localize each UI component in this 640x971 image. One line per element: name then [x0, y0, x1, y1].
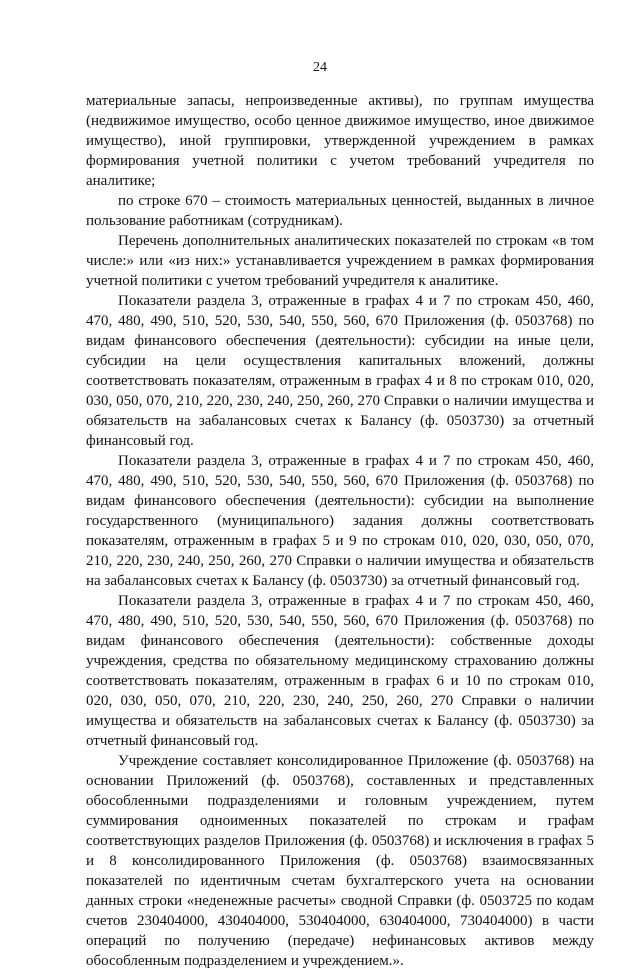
- document-body: [86, 91, 594, 971]
- paragraph-2: по строке 670 – стоимость материальных ценностей, выданных в личное пользование работникам (сотрудникам).: [86, 193, 594, 229]
- paragraph-6: Показатели раздела 3, отраженные в графах 4 и 7 по строкам 450, 460, 470, 480, 490, 510, 520, 530, 540, 550, 560, 670 Приложения (ф. 0503768) по видам финансового обеспечения (деятельности): собственные доходы учреждения, средства по обязательному медицинскому страхованию должны соответствовать показателям, отраженным в графах 6 и 10 по строкам 010, 020, 030, 050, 070, 210, 220, 230, 240, 250, 260, 270 Справки о наличии имущества и обязательств на забалансовых счетах к Балансу (ф. 0503730) за отчетный финансовый год.: [86, 593, 594, 749]
- paragraph-3: Перечень дополнительных аналитических показателей по строкам «в том числе:» или «из них:» устанавливается учреждением в рамках формирования учетной политики с учетом требований учредителя к аналитике.: [86, 233, 594, 289]
- page-number: 24: [313, 60, 327, 75]
- paragraph-4: Показатели раздела 3, отраженные в графах 4 и 7 по строкам 450, 460, 470, 480, 490, 510, 520, 530, 540, 550, 560, 670 Приложения (ф. 0503768) по видам финансового обеспечения (деятельности): субсидии на иные цели, субсидии на цели осуществления капитальных вложений, должны соответствовать показателям, отраженным в графах 4 и 8 по строкам 010, 020, 030, 050, 070, 210, 220, 230, 240, 250, 260, 270 Справки о наличии имущества и обязательств на забалансовых счетах к Балансу (ф. 0503730) за отчетный финансовый год.: [86, 293, 594, 449]
- paragraph-1: материальные запасы, непроизведенные активы), по группам имущества (недвижимое имущество, особо ценное движимое имущество, иное движимое имущество), иной группировки, утвержденной учреждением в рамках формирования учетной политики с учетом требований учредителя по аналитике;: [86, 93, 594, 189]
- paragraph-7: Учреждение составляет консолидированное Приложение (ф. 0503768) на основании Приложений (ф. 0503768), составленных и представленных обособленными подразделениями и головным учреждением, путем суммирования одноименных показателей по строкам и графам соответствующих разделов Приложения (ф. 0503768) и исключения в графах 5 и 8 консолидированного Приложения (ф. 0503768) взаимосвязанных показателей по идентичным счетам бухгалтерского учета на основании данных строки «неденежные расчеты» сводной Справки (ф. 0503725 по кодам счетов 230404000, 430404000, 530404000, 630404000, 730404000) в части операций по получению (передаче) нефинансовых активов между обособленным подразделением и учреждением.».: [86, 753, 594, 969]
- paragraph-5: Показатели раздела 3, отраженные в графах 4 и 7 по строкам 450, 460, 470, 480, 490, 510, 520, 530, 540, 550, 560, 670 Приложения (ф. 0503768) по видам финансового обеспечения (деятельности): субсидии на выполнение государственного (муниципального) задания должны соответствовать показателям, отраженным в графах 5 и 9 по строкам 010, 020, 030, 050, 070, 210, 220, 230, 240, 250, 260, 270 Справки о наличии имущества и обязательств на забалансовых счетах к Балансу (ф. 0503730) за отчетный финансовый год.: [86, 453, 594, 589]
